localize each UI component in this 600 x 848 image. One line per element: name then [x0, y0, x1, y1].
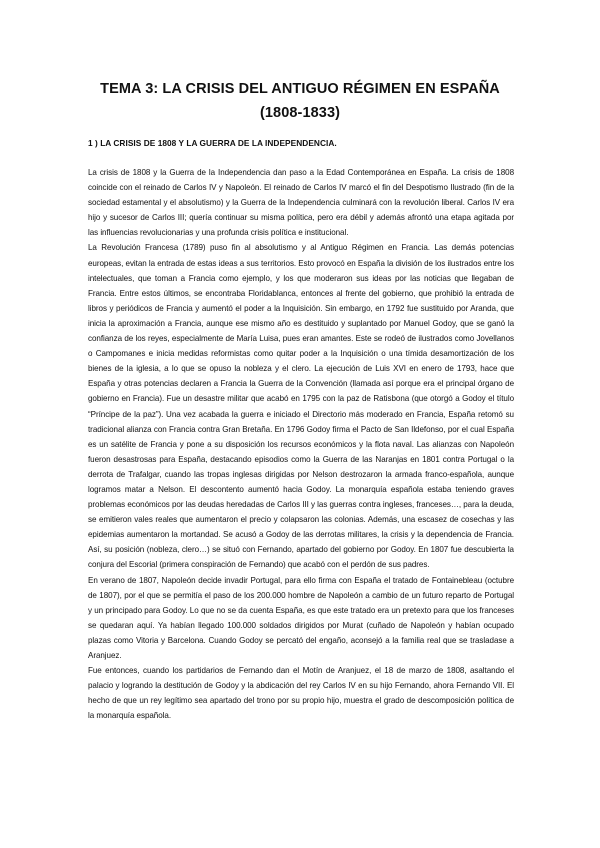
paragraph: En verano de 1807, Napoleón decide invadir Portugal, para ello firma con España el tratado de Fontainebleau (octubre de 1807), por el que se permitía el paso de los 200.000 hombre de Napoleón a cambio de un futuro reparto de Portugal y un principado para Godoy. Lo que no se da cuenta España, es que este tratado era un pretexto para que los franceses se quedaran aquí. Ya habían llegado 100.000 soldados dirigidos por Murat (cuñado de Napoleón y habían ocupado plazas como Vitoria y Barcelona. Cuando Godoy se percató del engaño, aconsejó a la familia real que se trasladase a Aranjuez. — [88, 575, 514, 660]
document-title: TEMA 3: LA CRISIS DEL ANTIGUO RÉGIMEN EN ESPAÑA — [100, 81, 500, 97]
paragraph: La Revolución Francesa (1789) puso fin al absolutismo y al Antiguo Régimen en Francia. Las demás potencias europeas, evitan la entrada de estas ideas a sus territorios. Esto provocó en España la división de los ilustrados entre los intelectuales, que toman a Francia como ejemplo, y los que moderaron sus ideas por las noticias que llegaban de Francia. Entre estos últimos, se encontraba Floridablanca, entonces al frente del gobierno, que prohibió la entrada de libros y periódicos de Francia y aumentó el poder a la Inquisición. Sin embargo, en 1792 fue sustituido por Aranda, que inicia la aproximación a Francia, aunque ese mismo año es destituido y suplantado por Manuel Godoy, que se ganó la confianza de los reyes, especialmente de María Luisa, pues eran amantes. Este se rodeó de ilustrados como Jovellanos o Campomanes e inicia medidas reformistas como quitar poder a la Inquisición o una tímida desamortización de los bienes de la iglesia, a lo que se opuso la nobleza y el clero. La ejecución de Luis XVI en enero de 1793, hace que España y otras potencias declaren a Francia la Guerra de la Convención (llamada así porque era el principal órgano de gobierno en Francia). Fue un desastre militar que acabó en 1795 con la paz de Ratisbona (que otorgó a Godoy el título “Príncipe de la paz”). Una vez acabada la guerra e iniciado el Directorio más moderado en Francia, España retomó su tradicional alianza con Francia contra Gran Bretaña. En 1796 Godoy firma el Pacto de San Ildefonso, por el cual España es un satélite de Francia y pone a su disposición los recursos económicos y la flota naval. Las alianzas con Napoleón fueron desastrosas para España, destacando episodios como la Guerra de las Naranjas en 1801 contra Portugal o la derrota de Trafalgar, cuando las tropas inglesas dirigidas por Nelson destrozaron la armada franco-española, aunque logramos matar a Nelson. El descontento aumentó hacia Godoy. La monarquía española estaba teniendo graves problemas económicos por las deudas heredadas de Carlos III y las guerras contra ingleses, franceses…, para la deuda, se emitieron vales reales que aumentaron el precio y colapsaron las colonias. Además, una escasez de cosechas y las epidemias aumentaron la mortandad. Se acusó a Godoy de las derrotas militares, la crisis y la dependencia de Francia. Así, su posición (nobleza, clero…) se situó con Fernando, apartado del gobierno por Godoy. En 1807 fue descubierta la conjura del Escorial (primera conspiración de Fernando) que acabó con el perdón de sus padres. — [88, 243, 514, 570]
document-body — [88, 165, 514, 723]
document-subtitle-dates: (1808-1833) — [259, 105, 341, 121]
section-heading: 1 ) LA CRISIS DE 1808 Y LA GUERRA DE LA INDEPENDENCIA. — [88, 138, 337, 148]
paragraph: La crisis de 1808 y la Guerra de la Independencia dan paso a la Edad Contemporánea en España. La crisis de 1808 coincide con el reinado de Carlos IV y Napoleón. El reinado de Carlos IV marcó el fin del Despotismo Ilustrado (fin de la sociedad estamental y el absolutismo) y la Guerra de la Independencia culminará con la revolución liberal. Carlos IV era hijo y sucesor de Carlos III; quería continuar su misma política, pero era débil y además afrontó una etapa agitada por las influencias revolucionarias y una profunda crisis política e institucional. — [88, 168, 514, 238]
paragraph: Fue entonces, cuando los partidarios de Fernando dan el Motín de Aranjuez, el 18 de marzo de 1808, asaltando el palacio y logrando la destitución de Godoy y la abdicación del rey Carlos IV en su hijo Fernando, ahora Fernando VII. El hecho de que un rey legítimo sea apartado del trono por su propio hijo, muestra el grado de descomposición política de la monarquía española. — [88, 666, 514, 721]
